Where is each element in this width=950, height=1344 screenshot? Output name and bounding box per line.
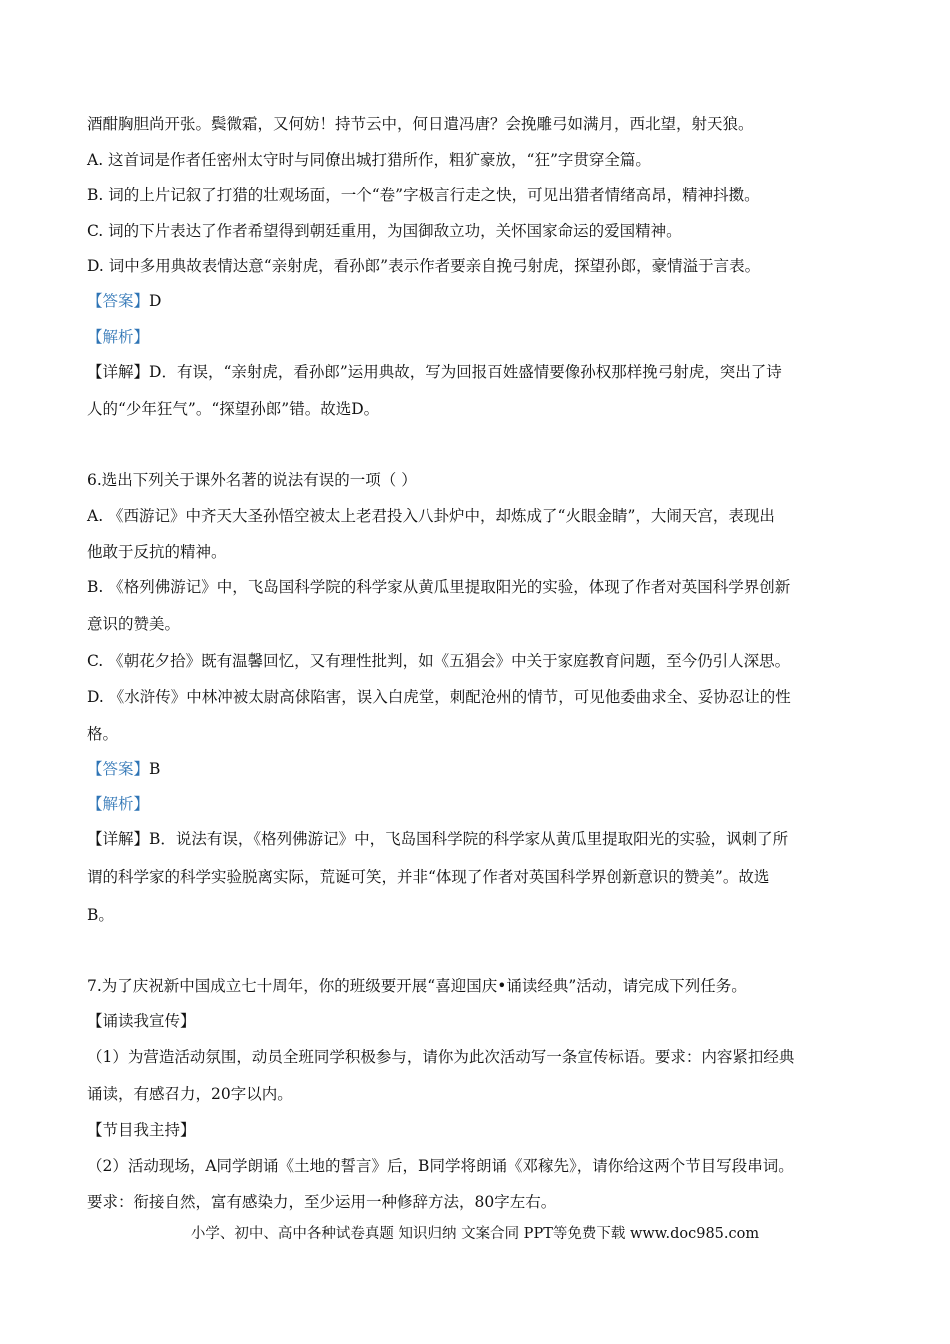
- answer-value: D: [149, 292, 162, 310]
- poem-line: 酒酣胸胆尚开张。鬓微霜，又何妨！持节云中，何日遣冯唐？会挽雕弓如满月，西北望，射天狼。: [87, 115, 754, 133]
- q5-detail-line-2: 人的“少年狂气”。“探望孙郎”错。故选D。: [87, 400, 380, 418]
- answer-value: B: [149, 760, 161, 778]
- detail-text: B．说法有误，《格列佛游记》中，飞岛国科学院的科学家从黄瓜里提取阳光的实验，讽刺了所: [149, 830, 789, 848]
- q5-analysis-tag: [87, 326, 149, 348]
- q7-task2-line-1: （2）活动现场，A同学朗诵《土地的誓言》后，B同学将朗诵《邓稼先》，请你给这两个节目写段串词。: [87, 1157, 794, 1175]
- analysis-tag: 【解析】: [87, 328, 150, 346]
- q7-stem: 7.为了庆祝新中国成立七十周年，你的班级要开展“喜迎国庆•诵读经典”活动，请完成下列任务。: [87, 977, 747, 995]
- answer-tag: 【答案】: [87, 292, 150, 310]
- q7-section-1: 【诵读我宣传】: [87, 1012, 196, 1030]
- detail-tag: 【详解】: [87, 830, 150, 848]
- q6-line-5: C. 《朝花夕拾》既有温馨回忆，又有理性批判，如《五猖会》中关于家庭教育问题，至今仍引人深思。: [87, 652, 791, 670]
- q6-line-7: 格。: [87, 725, 119, 743]
- q7-task1-line-2: 诵读，有感召力，20字以内。: [87, 1085, 293, 1103]
- q6-detail-line-1: [87, 828, 788, 850]
- q7-task1-line-1: （1）为营造活动氛围，动员全班同学积极参与，请你为此次活动写一条宣传标语。要求：内容紧扣经典: [87, 1048, 795, 1066]
- answer-tag: 【答案】: [87, 760, 150, 778]
- analysis-tag: 【解析】: [87, 795, 150, 813]
- q6-stem: 6.选出下列关于课外名著的说法有误的一项（ ）: [87, 471, 417, 489]
- q7-task2-line-2: 要求：衔接自然，富有感染力，至少运用一种修辞方法，80字左右。: [87, 1193, 557, 1211]
- q6-line-6: D. 《水浒传》中林冲被太尉高俅陷害，误入白虎堂，刺配沧州的情节，可见他委曲求全、妥协忍让的性: [87, 688, 791, 706]
- q6-detail-line-3: B。: [87, 906, 114, 924]
- q5-option-b: B. 词的上片记叙了打猎的壮观场面，一个“卷”字极言行走之快，可见出猎者情绪高昂，精神抖擞。: [87, 186, 760, 204]
- q5-option-d: D. 词中多用典故表情达意“亲射虎，看孙郎”表示作者要亲自挽弓射虎，探望孙郎，豪情溢于言表。: [87, 257, 761, 275]
- q7-section-2: 【节目我主持】: [87, 1121, 196, 1139]
- q6-line-2: 他敢于反抗的精神。: [87, 543, 227, 561]
- q6-line-1: A. 《西游记》中齐天大圣孙悟空被太上老君投入八卦炉中，却炼成了“火眼金睛”，大闹天宫，表现出: [87, 507, 775, 525]
- detail-text: D．有误，“亲射虎，看孙郎”运用典故，写为回报百姓盛情要像孙权那样挽弓射虎，突出了诗: [149, 363, 782, 381]
- q5-option-a: A. 这首词是作者任密州太守时与同僚出城打猎所作，粗犷豪放，“狂”字贯穿全篇。: [87, 151, 651, 169]
- q5-detail-line-1: [87, 361, 782, 383]
- q6-analysis-tag: [87, 793, 149, 815]
- q6-detail-line-2: 谓的科学家的科学实验脱离实际，荒诞可笑，并非“体现了作者对英国科学界创新意识的赞美”。故选: [87, 868, 770, 886]
- detail-tag: 【详解】: [87, 363, 150, 381]
- q6-line-3: B. 《格列佛游记》中，飞岛国科学院的科学家从黄瓜里提取阳光的实验，体现了作者对英国科学界创新: [87, 578, 791, 596]
- page-footer: 小学、初中、高中各种试卷真题 知识归纳 文案合同 PPT等免费下载 www.doc985.com: [190, 1226, 760, 1242]
- q6-line-4: 意识的赞美。: [87, 615, 181, 633]
- q6-answer-row: [87, 758, 160, 780]
- q5-option-c: C. 词的下片表达了作者希望得到朝廷重用，为国御敌立功，关怀国家命运的爱国精神。: [87, 222, 682, 240]
- q5-answer-row: [87, 290, 161, 312]
